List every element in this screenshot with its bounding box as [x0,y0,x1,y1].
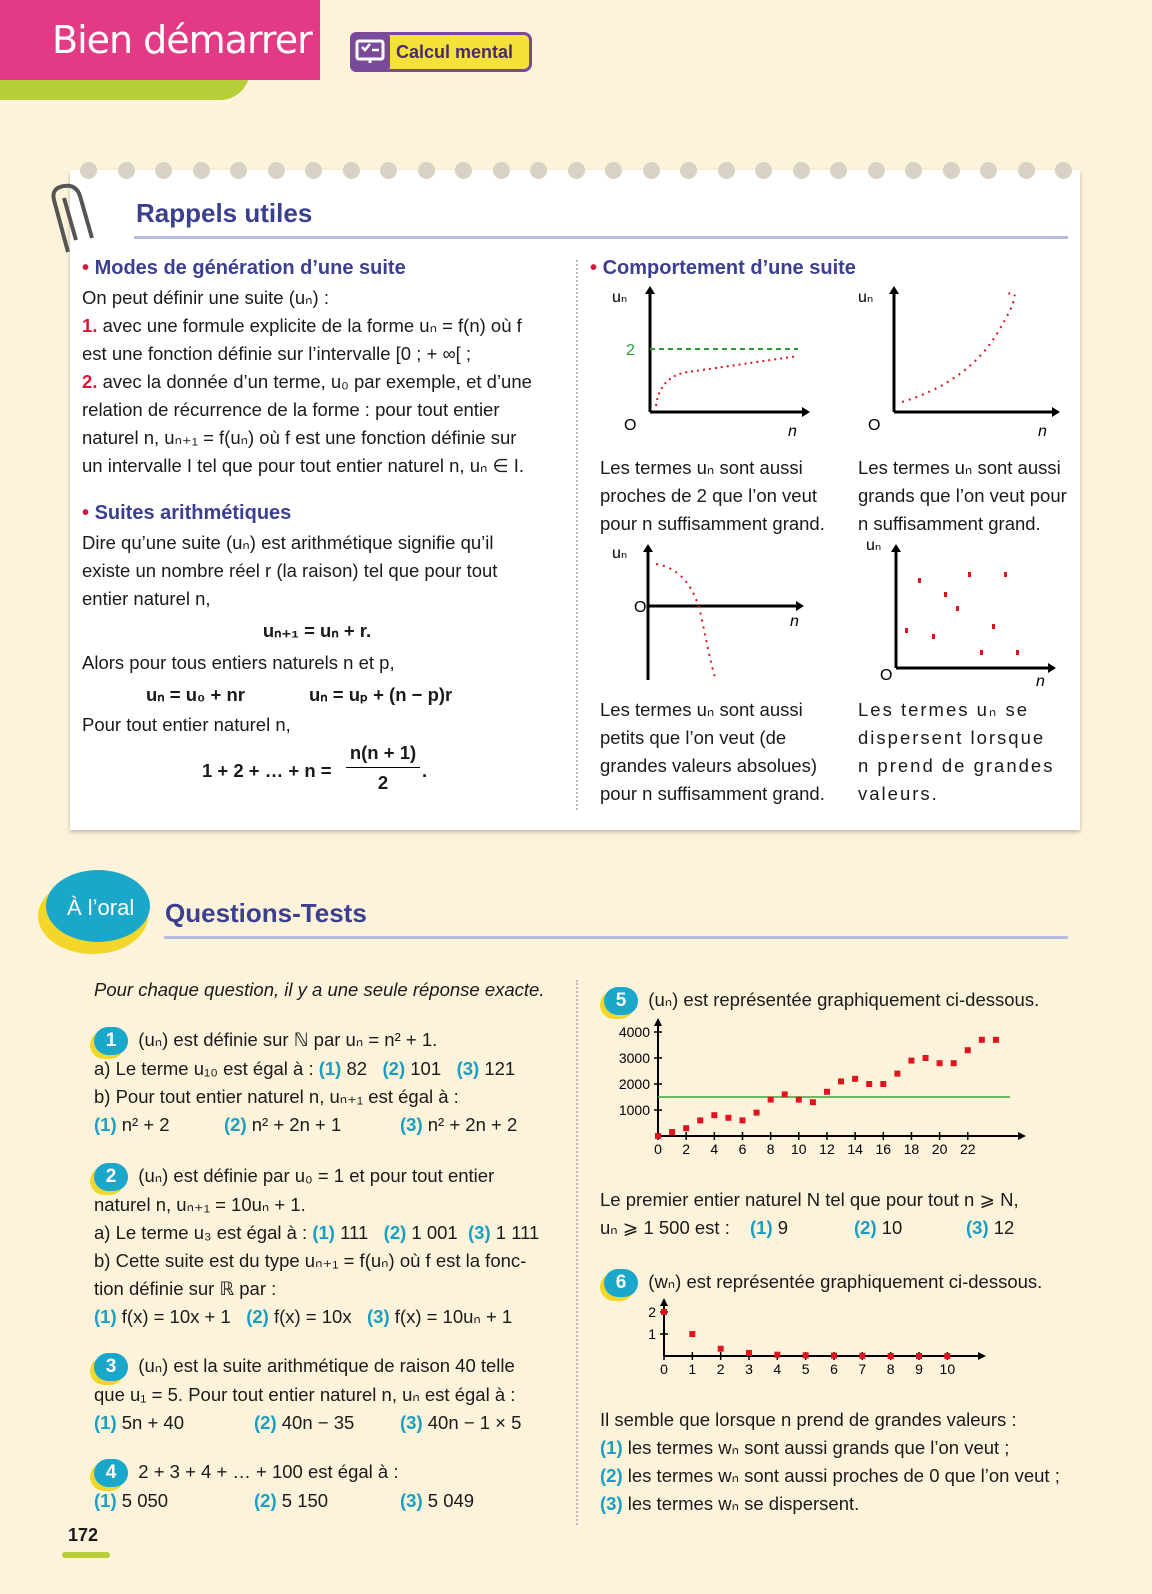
y-tick-label: 2 [648,1304,656,1320]
formula-general: uₙ = u₀ + nr uₙ = uₚ + (n − p)r [146,684,453,705]
instruction: Pour chaque question, il y a une seule réponse exacte. [94,979,545,1000]
data-point [965,1047,971,1053]
data-point [937,1060,943,1066]
ring [343,162,360,179]
data-point [683,1125,689,1131]
graph4-y-label: uₙ [866,537,882,554]
page-number: 172 [68,1525,99,1545]
data-point [894,1071,900,1077]
ring [1055,162,1072,179]
caption-diverge-down: Les termes uₙ sont aussi petits que l’on veut (de grandes valeurs absolues) pour n suffisamment grand. [600,699,825,804]
data-point [669,1129,675,1135]
x-tick-label: 0 [660,1361,668,1377]
data-point [951,1060,957,1066]
ring [868,162,885,179]
x-tick-label: 12 [819,1141,835,1157]
question-4: 4 2 + 3 + 4 + … + 100 est égal à : (1) 5 050 (2) 5 150 (3) 5 049 [94,1461,475,1511]
ring [155,162,172,179]
data-point [746,1350,752,1356]
q3-number: 3 [94,1353,128,1381]
graph1-x-label: n [788,423,797,440]
question-5-body: Le premier entier naturel N tel que pour tout n ⩾ N, uₙ ⩾ 1 500 est : (1) 9 (2) 10 (3) 12 [600,1189,1019,1238]
x-tick-label: 4 [710,1141,719,1157]
x-tick-label: 20 [931,1141,948,1157]
q6-number: 6 [604,1269,638,1297]
graph2-origin: O [868,417,881,434]
caption-disperse: Les termes uₙ se dispersent lorsque n prend de grandes valeurs. [858,699,1055,804]
x-tick-label: 9 [915,1361,923,1377]
y-tick-label: 1000 [618,1102,650,1118]
question-6-body: Il semble que lorsque n prend de grandes valeurs : (1) les termes wₙ sont aussi grands que l’on veut ; (2) les termes wₙ sont aussi proches de 0 que l’on veut ; (3) les termes wₙ se dispersent. [600,1409,1060,1514]
paperclip-icon [44,182,104,267]
graph2-y-label: uₙ [858,289,874,306]
oral-badge-label: À l’oral [67,895,135,920]
y-tick-label: 4000 [618,1024,650,1040]
ring [755,162,772,179]
ring [455,162,472,179]
graph3-y-label: uₙ [612,545,628,562]
ring [80,162,97,179]
data-point [916,1353,922,1359]
graph1-y-label: uₙ [612,289,628,306]
data-point [711,1112,717,1118]
data-point [803,1352,809,1358]
data-point [838,1078,844,1084]
chart-q5 [610,1018,1040,1180]
data-point [979,1037,985,1043]
ring [118,162,135,179]
x-tick-label: 2 [682,1141,691,1157]
ring [380,162,397,179]
ring [793,162,810,179]
generation-intro: On peut définir une suite (uₙ) : [82,287,329,308]
ring [905,162,922,179]
q1-number: 1 [94,1027,128,1055]
x-tick-label: 1 [688,1361,697,1377]
data-point [852,1076,858,1082]
data-point [697,1117,703,1123]
ring [418,162,435,179]
ring [493,162,510,179]
x-tick-label: 2 [716,1361,725,1377]
x-tick-label: 22 [959,1141,976,1157]
data-point [880,1081,886,1087]
y-axis-arrow [654,1018,662,1026]
data-point [739,1117,745,1123]
data-point [824,1089,830,1095]
ring [193,162,210,179]
arith-section: • Suites arithmétiques Dire qu’une suite (uₙ) est arithmétique signifie qu’il existe un nombre réel r (la raison) tel que pour tout entier naturel n, uₙ₊₁ = uₙ + r. Alors pour tous entiers naturels n et p, uₙ = u₀ + nr uₙ = uₚ + (n − p)r Pour tout entier naturel n, 1 + 2 + … + n = n(n + 1) 2 . [82,502,552,795]
generation-title: • Modes de génération d’une suite [82,257,406,279]
questions-title: Questions-Tests [165,898,367,928]
data-point [718,1346,724,1352]
caption-diverge-up: Les termes uₙ sont aussi grands que l’on veut pour n suffisamment grand. [858,457,1067,534]
data-point [774,1352,780,1358]
rappels-title: Rappels utiles [136,198,313,228]
arith-title: • Suites arithmétiques [82,502,292,524]
calcul-mental-label[interactable]: Calcul mental [396,42,514,62]
x-tick-label: 6 [830,1361,838,1377]
ring [980,162,997,179]
x-tick-label: 8 [886,1361,895,1377]
graph-diverge-down [612,540,812,690]
x-tick-label: 10 [939,1361,956,1377]
graph3-origin: O [634,599,647,616]
question-1: 1 (uₙ) est définie sur ℕ par uₙ = n² + 1. a) Le terme u₁₀ est égal à : (1) 82 (2) 101 (3) 121 b) Pour tout entier naturel n, uₙ₊₁ est égal à : (1) n² + 2 (2) n² + 2n + 1 (3) n² + 2n + 2 [94,1029,518,1135]
x-axis-arrow [978,1352,986,1360]
page-number-bar [62,1552,110,1558]
data-point [923,1055,929,1061]
data-point [796,1097,802,1103]
data-point [908,1058,914,1064]
graph4-x-label: n [1036,673,1045,690]
data-point [689,1331,695,1337]
rappels-rule [134,236,1068,239]
data-point [782,1091,788,1097]
formula-recurrence: uₙ₊₁ = uₙ + r. [262,620,372,641]
q2-number: 2 [94,1163,128,1191]
ring [530,162,547,179]
questions-separator [576,980,579,1525]
data-point [888,1353,894,1359]
graph3-x-label: n [790,613,799,630]
ring [605,162,622,179]
column-separator [576,260,579,810]
question-6-stem: 6 (wₙ) est représentée graphiquement ci-dessous. [604,1268,1074,1297]
graph1-limit-label: 2 [626,342,635,359]
chart-q6 [650,1300,1010,1400]
ring [830,162,847,179]
x-tick-label: 5 [801,1361,810,1377]
x-tick-label: 18 [903,1141,920,1157]
x-axis-arrow [1018,1132,1026,1140]
ring [718,162,735,179]
data-point [831,1353,837,1359]
data-point [859,1353,865,1359]
caption-converge: Les termes uₙ sont aussi proches de 2 que l’on veut pour n suffisamment grand. [600,457,825,534]
questions-rule [164,936,1068,939]
screen-check-icon [350,32,390,72]
ring [1018,162,1035,179]
graph-converge [598,282,818,442]
x-tick-label: 16 [875,1141,892,1157]
question-5-stem: 5 (uₙ) est représentée graphiquement ci-dessous. [604,986,1074,1015]
data-point [993,1037,999,1043]
ring [943,162,960,179]
y-tick-label: 2000 [618,1076,650,1092]
x-tick-label: 0 [654,1141,662,1157]
y-axis-arrow [660,1298,668,1306]
x-tick-label: 8 [766,1141,775,1157]
question-3: 3 (uₙ) est la suite arithmétique de raison 40 telle que u₁ = 5. Pour tout entier naturel n, uₙ est égal à : (1) 5n + 40 (2) 40n − 35 (3) 40n − 1 × 5 [94,1355,522,1433]
x-tick-label: 7 [858,1361,867,1377]
header-title: Bien démarrer [52,18,312,62]
graph-diverge-up [858,282,1068,442]
ring [230,162,247,179]
ring [268,162,285,179]
data-point [866,1081,872,1087]
data-point [655,1133,661,1139]
q5-number: 5 [604,987,638,1015]
data-point [944,1353,950,1359]
x-tick-label: 14 [847,1141,863,1157]
graph1-origin: O [624,417,637,434]
ring [643,162,660,179]
q4-number: 4 [94,1459,128,1487]
y-tick-label: 3000 [618,1050,650,1066]
graph2-x-label: n [1038,423,1047,440]
question-2: 2 (uₙ) est définie par u₀ = 1 et pour tout entier naturel n, uₙ₊₁ = 10uₙ + 1. a) Le terme u₃ est égal à : (1) 111 (2) 1 001 (3) 1 111 b) Cette suite est du type uₙ₊₁ = f(uₙ) où f est la fonc- tion définie sur ℝ par : (1) f(x) = 10x + 1 (2) f(x) = 10x (3) f(x) = 10uₙ + 1 [94,1165,540,1327]
behaviour-title: • Comportement d’une suite [590,257,856,279]
ring [680,162,697,179]
generation-section: • Modes de génération d’une suite On peut définir une suite (uₙ) : 1. avec une formule explicite de la forme uₙ = f(n) où f est une fonction définie sur l’intervalle [0 ; + ∞[ ; 2. avec la donnée d’un terme, u₀ par exemple, et d’une relation de récurrence de la forme : pour tout entier naturel n, uₙ₊₁ = f(uₙ) où f est une fonction définie sur un intervalle I tel que pour tout entier naturel n, uₙ ∈ I. [82,257,552,480]
formula-sum: 1 + 2 + … + n = n(n + 1) 2 . [82,739,552,795]
ring [568,162,585,179]
data-point [810,1099,816,1105]
x-tick-label: 10 [791,1141,807,1157]
ring [305,162,322,179]
graph-disperse [866,537,1068,690]
data-point [768,1097,774,1103]
x-tick-label: 3 [745,1361,753,1377]
x-tick-label: 4 [773,1361,782,1377]
data-point [725,1115,731,1121]
data-point [754,1110,760,1116]
y-tick-label: 1 [648,1326,656,1342]
x-tick-label: 6 [738,1141,747,1157]
data-point [661,1309,667,1315]
graph4-origin: O [880,667,893,684]
